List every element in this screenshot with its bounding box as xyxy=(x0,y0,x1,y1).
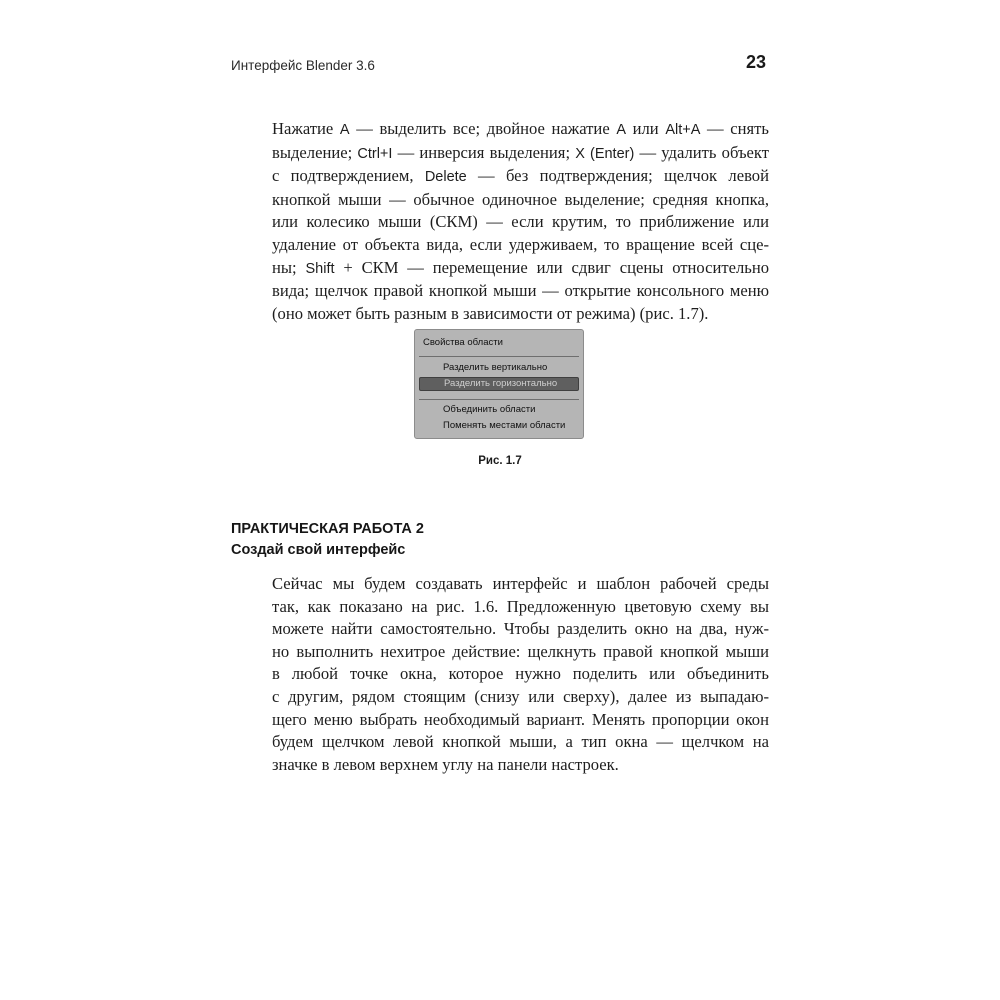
text-run: так, как показано на рис. 1.6. Предложенную цветовую схему вы xyxy=(272,596,769,616)
menu-item-split-horizontal[interactable]: Разделить горизонтально xyxy=(419,377,579,391)
text-run: — без подтверждения; щелчок левой xyxy=(466,166,769,186)
paragraph-practical-work xyxy=(272,573,769,776)
text-run: или колесико мыши (СКМ) — если крутим, то приближение или xyxy=(272,212,769,232)
page-number: 23 xyxy=(745,52,766,72)
keyboard-shortcut: A xyxy=(339,122,350,138)
menu-item-split-vertical[interactable]: Разделить вертикально xyxy=(443,362,548,373)
text-line xyxy=(272,731,769,754)
text-line xyxy=(272,709,769,732)
text-line xyxy=(272,257,769,281)
text-run: ны; xyxy=(272,257,306,277)
keyboard-shortcut: A xyxy=(616,122,626,138)
text-line xyxy=(272,618,769,641)
section-heading-block xyxy=(231,519,424,561)
menu-item-join-areas[interactable]: Объединить области xyxy=(443,404,536,415)
running-title: Интерфейс Blender 3.6 xyxy=(231,58,375,73)
section-subheading: Создай свой интерфейс xyxy=(231,542,406,558)
text-run: + СКМ — перемещение или сдвиг сцены относительно xyxy=(334,257,770,277)
menu-title: Свойства области xyxy=(423,337,503,348)
text-run: кнопкой мыши — обычное одиночное выделение; средняя кнопка, xyxy=(272,189,769,209)
text-run: Сейчас мы будем создавать интерфейс и шаблон рабочей среды xyxy=(272,574,769,593)
keyboard-shortcut: X (Enter) xyxy=(575,145,635,162)
text-run: — удалить объект xyxy=(634,142,770,162)
text-run: — выделить все; двойное нажатие xyxy=(349,119,617,138)
text-run: можете найти самостоятельно. Чтобы разделить окно на два, нуж- xyxy=(272,619,769,639)
menu-separator xyxy=(419,399,579,400)
text-line xyxy=(272,303,769,326)
keyboard-shortcut: Ctrl+I xyxy=(357,145,393,162)
text-run: но выполнить нехитрое действие: щелкнуть правой кнопкой мыши xyxy=(272,641,769,661)
text-run: — снять xyxy=(700,119,769,138)
text-run: с другим, рядом стоящим (снизу или сверху), далее из выпадаю- xyxy=(272,686,769,706)
text-line xyxy=(272,234,769,257)
text-line xyxy=(272,118,769,142)
text-run: — инверсия выделения; xyxy=(392,142,576,162)
text-line xyxy=(272,686,769,709)
text-run: или xyxy=(626,119,666,138)
text-line xyxy=(272,754,769,777)
text-run: выделение; xyxy=(272,142,358,162)
keyboard-shortcut: Delete xyxy=(424,169,467,186)
text-line xyxy=(272,280,769,303)
text-run: в любой точке окна, которое нужно поделить или объединить xyxy=(272,664,769,684)
text-run: будем щелчком левой кнопкой мыши, а тип окна — щелчком на xyxy=(272,732,769,752)
text-run: вида; щелчок правой кнопкой мыши — открытие консольного меню xyxy=(272,281,769,301)
text-line xyxy=(272,573,769,596)
text-line xyxy=(272,596,769,619)
text-line xyxy=(272,142,769,166)
menu-item-swap-areas[interactable]: Поменять местами области xyxy=(443,420,566,431)
text-run: с подтверждением, xyxy=(272,166,425,186)
keyboard-shortcut: Shift xyxy=(305,260,335,277)
text-line xyxy=(272,189,769,212)
keyboard-shortcut: Alt+A xyxy=(665,122,701,138)
text-line xyxy=(272,641,769,664)
text-run: удаление от объекта вида, если удерживаем, то вращение всей сце- xyxy=(272,234,769,254)
text-run: Нажатие xyxy=(272,119,340,138)
text-run: щего меню выбрать необходимый вариант. Менять пропорции окон xyxy=(272,709,769,729)
paragraph-shortcuts xyxy=(272,118,769,325)
text-run: значке в левом верхнем углу на панели настроек. xyxy=(272,754,619,774)
text-line xyxy=(272,211,769,234)
area-options-context-menu xyxy=(414,329,584,439)
text-run: (оно может быть разным в зависимости от режима) (рис. 1.7). xyxy=(272,303,709,323)
section-heading: ПРАКТИЧЕСКАЯ РАБОТА 2 xyxy=(231,521,424,537)
menu-separator xyxy=(419,356,579,357)
text-line xyxy=(272,165,769,189)
figure-caption: Рис. 1.7 xyxy=(478,455,522,467)
text-line xyxy=(272,663,769,686)
